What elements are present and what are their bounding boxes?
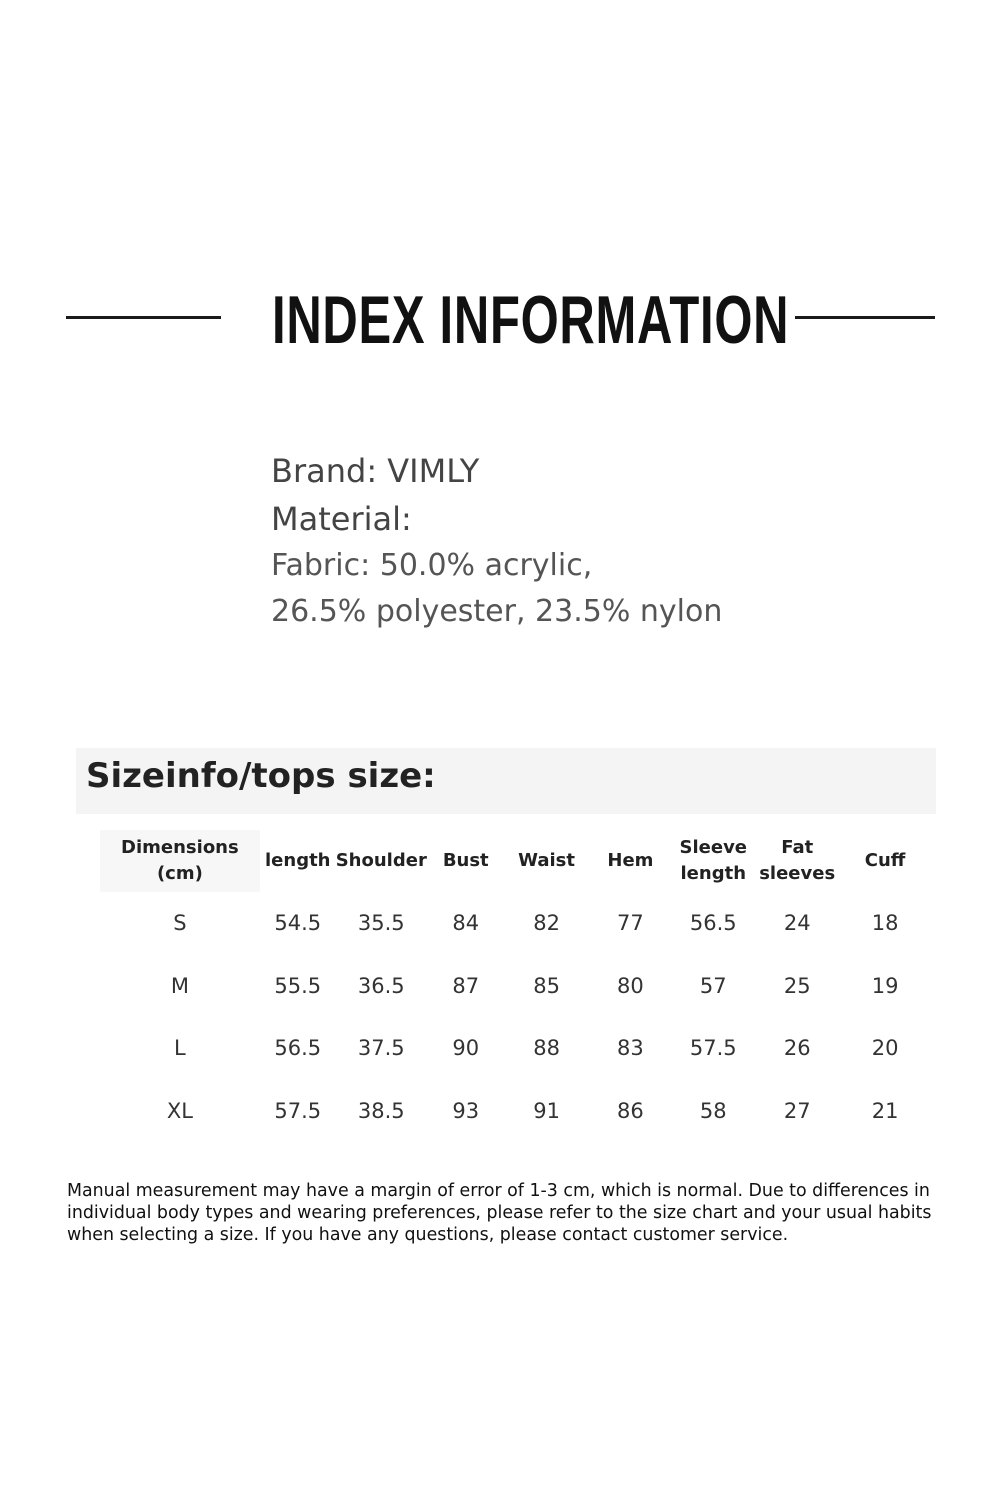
size-col-header xyxy=(754,830,840,892)
size-value-cell: 82 xyxy=(533,911,560,936)
size-col-header xyxy=(505,830,589,892)
size-value-cell: 56.5 xyxy=(689,911,737,936)
size-table xyxy=(100,830,930,1142)
size-col-header-line: length xyxy=(265,850,331,871)
size-col-header xyxy=(336,830,427,892)
size-col-header xyxy=(589,830,673,892)
fabric-line-2: 26.5% polyester, 23.5% nylon xyxy=(271,594,723,629)
size-value-cell: 37.5 xyxy=(357,1036,405,1061)
size-value-cell: 27 xyxy=(783,1098,811,1123)
size-col-header xyxy=(100,830,260,892)
size-label-cell: M xyxy=(170,973,189,998)
size-label-cell: XL xyxy=(166,1098,193,1123)
size-col-header-line: sleeves xyxy=(759,863,836,884)
size-value-cell: 36.5 xyxy=(357,973,405,998)
size-col-header-line: Dimensions xyxy=(121,837,239,858)
page-title: INDEX INFORMATION xyxy=(272,282,790,358)
size-value-cell: 87 xyxy=(452,973,480,998)
size-value-cell: 57 xyxy=(699,973,727,998)
size-value-cell: 55.5 xyxy=(274,973,322,998)
measurement-note: Manual measurement may have a margin of error of 1-3 cm, which is normal. Due to differences in individual body types and wearing preferences, please refer to the size chart and your usual habits when selecting a size. If you have any questions, please contact customer service. xyxy=(67,1181,932,1245)
size-col-header-line: Cuff xyxy=(864,850,906,871)
table-row xyxy=(100,955,930,1018)
size-col-header-line: Waist xyxy=(518,850,576,871)
size-value-cell: 21 xyxy=(871,1098,899,1123)
table-row xyxy=(100,892,930,955)
size-col-header xyxy=(427,830,505,892)
size-value-cell: 19 xyxy=(871,973,899,998)
size-table-body xyxy=(100,892,930,1142)
size-info-header xyxy=(76,748,936,814)
size-col-header xyxy=(260,830,336,892)
size-value-cell: 84 xyxy=(452,911,480,936)
size-value-cell: 93 xyxy=(452,1098,480,1123)
size-label-cell: L xyxy=(174,1036,186,1061)
size-table-header-row xyxy=(100,830,930,892)
size-value-cell: 26 xyxy=(783,1036,811,1061)
size-value-cell: 90 xyxy=(452,1036,480,1061)
size-col-header-line: Bust xyxy=(442,850,489,871)
size-value-cell: 83 xyxy=(617,1036,644,1061)
size-col-header-line: length xyxy=(680,863,747,884)
size-value-cell: 24 xyxy=(783,911,811,936)
size-col-header-line: Fat xyxy=(781,837,814,858)
size-value-cell: 25 xyxy=(783,973,811,998)
size-value-cell: 20 xyxy=(871,1036,899,1061)
title-divider-left xyxy=(66,316,221,319)
size-value-cell: 56.5 xyxy=(274,1036,322,1061)
size-col-header-line: Hem xyxy=(607,850,654,871)
size-col-header xyxy=(672,830,754,892)
size-value-cell: 38.5 xyxy=(357,1098,405,1123)
table-row xyxy=(100,1017,930,1080)
size-col-header-line: Sleeve xyxy=(679,837,748,858)
size-value-cell: 88 xyxy=(533,1036,560,1061)
size-value-cell: 91 xyxy=(533,1098,560,1123)
size-col-header-line: Shoulder xyxy=(335,850,427,871)
size-value-cell: 77 xyxy=(617,911,644,936)
brand-line: Brand: VIMLY xyxy=(271,452,480,490)
size-label-cell: S xyxy=(173,911,187,936)
size-value-cell: 57.5 xyxy=(274,1098,322,1123)
table-row xyxy=(100,1080,930,1143)
size-value-cell: 86 xyxy=(617,1098,644,1123)
size-col-header xyxy=(840,830,930,892)
size-value-cell: 58 xyxy=(699,1098,727,1123)
size-info-title: Sizeinfo/tops size: xyxy=(86,756,436,796)
size-value-cell: 85 xyxy=(533,973,560,998)
size-value-cell: 80 xyxy=(617,973,644,998)
size-value-cell: 57.5 xyxy=(689,1036,737,1061)
title-divider-right xyxy=(795,316,935,319)
size-value-cell: 54.5 xyxy=(274,911,322,936)
size-value-cell: 35.5 xyxy=(357,911,405,936)
size-col-header-line: (cm) xyxy=(156,863,203,884)
size-value-cell: 18 xyxy=(871,911,899,936)
material-line: Material: xyxy=(271,500,412,538)
fabric-line-1: Fabric: 50.0% acrylic, xyxy=(271,548,593,583)
